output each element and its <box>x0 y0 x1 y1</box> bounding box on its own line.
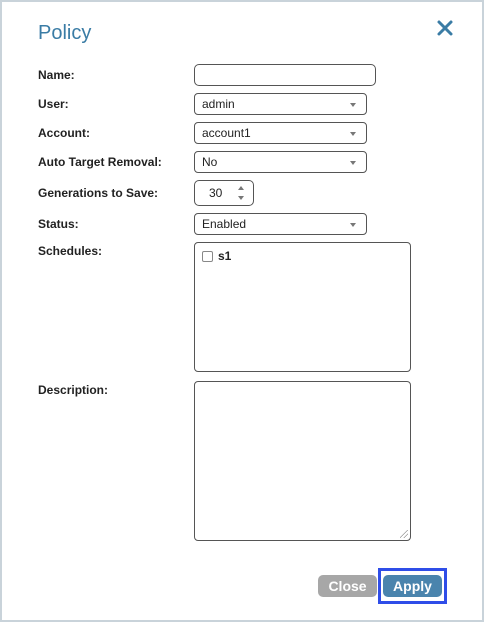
resize-grip-icon[interactable] <box>400 530 408 538</box>
chevron-down-icon <box>350 103 356 107</box>
schedule-checkbox[interactable] <box>202 251 213 262</box>
generations-value: 30 <box>209 186 223 200</box>
chevron-down-icon <box>350 161 356 165</box>
close-x-icon[interactable] <box>434 17 456 39</box>
generations-stepper[interactable] <box>194 180 254 206</box>
account-label: Account: <box>38 126 90 140</box>
stepper-arrows[interactable] <box>237 184 247 202</box>
apply-button[interactable]: Apply <box>383 575 442 597</box>
account-select-value: account1 <box>202 126 251 140</box>
chevron-down-icon <box>350 132 356 136</box>
auto-target-removal-value: No <box>202 155 218 169</box>
close-button[interactable]: Close <box>318 575 377 597</box>
schedules-list[interactable] <box>194 242 411 372</box>
name-input[interactable] <box>194 64 376 86</box>
account-select[interactable] <box>194 122 367 144</box>
generations-label: Generations to Save: <box>38 186 159 200</box>
dialog-title: Policy <box>38 22 92 44</box>
status-select[interactable] <box>194 213 367 235</box>
stepper-up-icon[interactable] <box>238 186 244 190</box>
status-select-value: Enabled <box>202 217 247 231</box>
chevron-down-icon <box>350 223 356 227</box>
auto-target-removal-select[interactable] <box>194 151 367 173</box>
description-textarea[interactable] <box>194 381 411 541</box>
schedule-item[interactable] <box>202 249 231 263</box>
user-select-value: admin <box>202 97 235 111</box>
name-label: Name: <box>38 68 75 82</box>
auto-target-removal-label: Auto Target Removal: <box>38 155 162 169</box>
stepper-down-icon[interactable] <box>238 196 244 200</box>
schedules-label: Schedules: <box>38 244 103 258</box>
status-label: Status: <box>38 217 79 231</box>
user-label: User: <box>38 97 69 111</box>
schedule-label: s1 <box>218 249 232 263</box>
user-select[interactable] <box>194 93 367 115</box>
description-label: Description: <box>38 383 109 397</box>
